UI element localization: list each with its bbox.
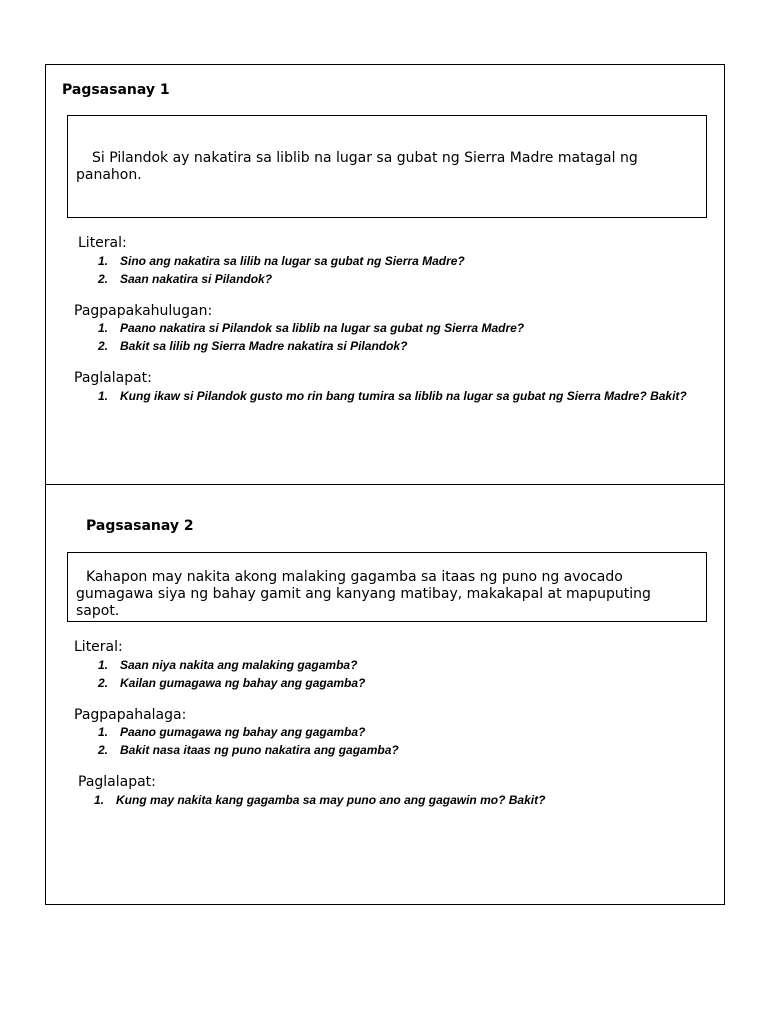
question-item: 1. Kung ikaw si Pilandok gusto mo rin bang tumira sa liblib na lugar sa gubat ng Sierra Madre? Bakit? <box>98 389 687 403</box>
question-item: 2. Saan nakatira si Pilandok? <box>98 272 273 286</box>
exercise-title: Pagsasanay 1 <box>62 82 170 98</box>
question-item: 1. Kung may nakita kang gagamba sa may puno ano ang gagawin mo? Bakit? <box>94 793 546 807</box>
passage-text: Si Pilandok ay nakatira sa liblib na lugar sa gubat ng Sierra Madre matagal ng panahon. <box>76 150 638 183</box>
passage-box <box>67 552 707 622</box>
question-list-literal <box>98 656 365 692</box>
category-label-paglalapat: Paglalapat: <box>78 774 156 790</box>
category-label-literal: Literal: <box>78 235 127 251</box>
category-label-pagpapakahulugan: Pagpapakahulugan: <box>74 303 213 319</box>
question-item: 1. Paano gumagawa ng bahay ang gagamba? <box>98 725 366 739</box>
question-list-literal <box>98 252 465 288</box>
question-list-paglalapat <box>98 387 687 405</box>
question-list-pagpapakahulugan <box>98 319 524 355</box>
question-item: 2. Kailan gumagawa ng bahay ang gagamba? <box>98 676 366 690</box>
category-label-paglalapat: Paglalapat: <box>74 370 152 386</box>
question-item: 2. Bakit sa lilib ng Sierra Madre nakatira si Pilandok? <box>98 339 408 353</box>
category-label-pagpapahalaga: Pagpapahalaga: <box>74 707 187 723</box>
passage-text: Kahapon may nakita akong malaking gagamba sa itaas ng puno ng avocado gumagawa siya ng bahay gamit ang kanyang matibay, makakapal at mapuputing sapot. <box>76 569 651 619</box>
exercise-box-1 <box>45 64 725 485</box>
question-item: 1. Paano nakatira si Pilandok sa liblib na lugar sa gubat ng Sierra Madre? <box>98 321 525 335</box>
category-label-literal: Literal: <box>74 639 123 655</box>
passage-box <box>67 115 707 218</box>
question-list-paglalapat <box>94 791 545 809</box>
exercise-title: Pagsasanay 2 <box>86 518 194 534</box>
question-item: 1. Saan niya nakita ang malaking gagamba? <box>98 658 358 672</box>
question-item: 2. Bakit nasa itaas ng puno nakatira ang gagamba? <box>98 743 399 757</box>
exercise-box-2 <box>45 484 725 905</box>
question-list-pagpapahalaga <box>98 723 399 759</box>
question-item: 1. Sino ang nakatira sa lilib na lugar sa gubat ng Sierra Madre? <box>98 254 465 268</box>
